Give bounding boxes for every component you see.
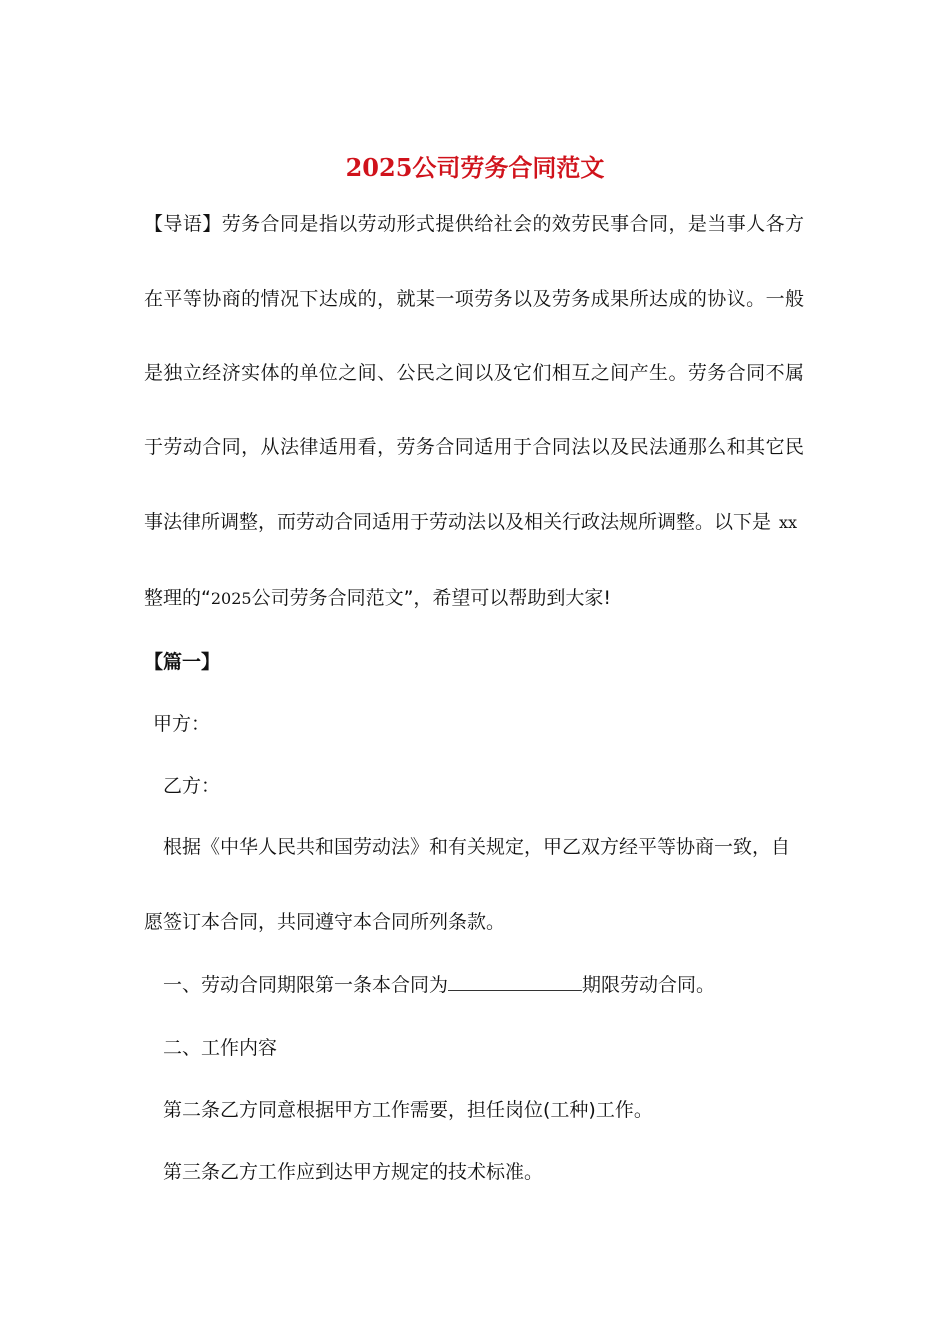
intro-line-5-text: 事法律所调整，而劳动合同适用于劳动法以及相关行政法规所调整。以下是	[144, 511, 772, 533]
intro-line-5-placeholder: xx	[779, 513, 798, 532]
intro-line-4: 于劳动合同，从法律适用看，劳务合同适用于合同法以及民法通那么和其它民	[144, 436, 804, 458]
section-heading: 【篇一】	[144, 651, 221, 673]
intro-line-6-year: 2025	[210, 589, 252, 608]
intro-line-6	[144, 584, 804, 613]
intro-line-2: 在平等协商的情况下达成的，就某一项劳务以及劳务成果所达成的协议。一般	[144, 288, 804, 310]
term-blank-line	[448, 972, 582, 991]
clause-1	[163, 971, 823, 999]
intro-line-1: 【导语】劳务合同是指以劳动形式提供给社会的效劳民事合同，是当事人各方	[144, 213, 804, 235]
intro-line-5	[144, 508, 804, 537]
preamble-line-2: 愿签订本合同，共同遵守本合同所列条款。	[144, 911, 506, 933]
party-a-label: 甲方：	[153, 713, 211, 735]
party-b-label: 乙方：	[163, 775, 221, 797]
article-2: 第二条乙方同意根据甲方工作需要，担任岗位(工种)工作。	[163, 1099, 653, 1121]
intro-line-6-end: 公司劳务合同范文”，希望可以帮助到大家!	[251, 587, 612, 609]
preamble-line-1: 根据《中华人民共和国劳动法》和有关规定，甲乙双方经平等协商一致，自	[163, 836, 791, 858]
intro-line-3: 是独立经济实体的单位之间、公民之间以及它们相互之间产生。劳务合同不属	[144, 362, 804, 384]
clause-2-heading: 二、工作内容	[163, 1037, 278, 1059]
document-title: 2025公司劳务合同范文	[345, 153, 605, 182]
article-3: 第三条乙方工作应到达甲方规定的技术标准。	[163, 1161, 544, 1183]
clause-1-suffix: 期限劳动合同。	[582, 974, 716, 996]
intro-line-6-start: 整理的“	[144, 587, 211, 609]
clause-1-text: 一、劳动合同期限第一条本合同为	[163, 974, 449, 996]
